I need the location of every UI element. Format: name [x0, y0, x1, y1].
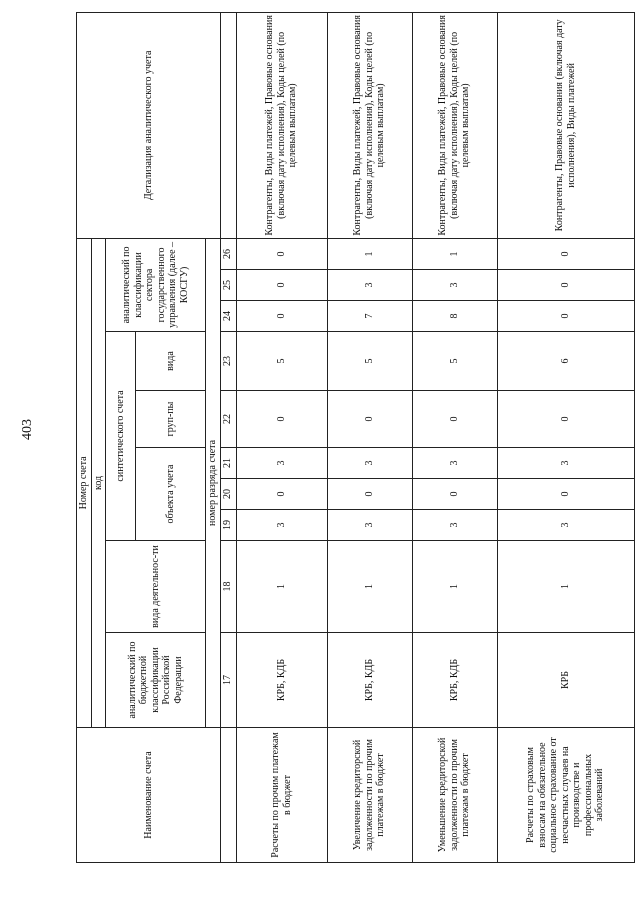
row-cell: 0 — [327, 479, 412, 510]
row-cell: 3 — [236, 510, 327, 541]
row-cell: 1 — [327, 541, 412, 633]
row-cell: 0 — [236, 479, 327, 510]
header-name: Наименование счета — [77, 728, 221, 863]
row-name: Уменьшение кредиторской задолженности по прочим платежам в бюджет — [412, 728, 497, 863]
row-cell: 8 — [412, 301, 497, 332]
col-number: 23 — [220, 332, 236, 391]
header-group: груп-пы — [136, 391, 206, 448]
table-row — [327, 12, 412, 862]
row-cell: 0 — [497, 238, 634, 269]
row-cell: 0 — [236, 391, 327, 448]
row-detail: Контрагенты, Виды платежей, Правовые основания (включая дату исполнения), Коды целей (по целевым выплатам) — [412, 12, 497, 238]
header-digit-number: номер разряда счета — [206, 238, 221, 727]
col-number: 26 — [220, 238, 236, 269]
row-cell: 3 — [327, 448, 412, 479]
col-number: 20 — [220, 479, 236, 510]
header-budget-class: аналитический по бюджетной классификации Российской Федерации — [106, 633, 206, 728]
row-detail: Контрагенты, Виды платежей, Правовые основания (включая дату исполнения), Коды целей (по целевым выплатам) — [236, 12, 327, 238]
header-synthetic: синтетического счета — [106, 332, 136, 541]
table-row — [497, 12, 634, 862]
row-budget: КРБ — [497, 633, 634, 728]
col-number-empty — [220, 728, 236, 863]
rotated-table-container — [76, 13, 632, 863]
row-cell: 0 — [497, 301, 634, 332]
row-cell: 3 — [327, 270, 412, 301]
row-cell: 0 — [412, 391, 497, 448]
row-budget: КРБ, КДБ — [412, 633, 497, 728]
row-cell: 0 — [236, 301, 327, 332]
row-cell: 1 — [236, 541, 327, 633]
row-detail: Контрагенты, Правовые основания (включая дату исполнения), Виды платежей — [497, 12, 634, 238]
col-number: 25 — [220, 270, 236, 301]
header-detail: Детализация аналитического учета — [77, 12, 221, 238]
col-number: 18 — [220, 541, 236, 633]
row-cell: 0 — [412, 479, 497, 510]
row-cell: 3 — [236, 448, 327, 479]
row-cell: 5 — [327, 332, 412, 391]
row-cell: 0 — [497, 391, 634, 448]
header-kosgu: аналитический по классификации сектора государственного управления (далее – КОСГУ) — [106, 238, 206, 331]
row-cell: 0 — [497, 270, 634, 301]
row-cell: 1 — [412, 238, 497, 269]
col-number: 22 — [220, 391, 236, 448]
header-type: вида — [136, 332, 206, 391]
row-budget: КРБ, КДБ — [327, 633, 412, 728]
row-cell: 1 — [327, 238, 412, 269]
table-row — [412, 12, 497, 862]
row-cell: 1 — [497, 541, 634, 633]
header-account-number: Номер счета — [77, 238, 92, 727]
col-number: 24 — [220, 301, 236, 332]
row-cell: 3 — [497, 510, 634, 541]
row-cell: 0 — [327, 391, 412, 448]
row-cell: 5 — [236, 332, 327, 391]
header-activity: вида деятельнос-ти — [106, 541, 206, 633]
row-cell: 0 — [236, 238, 327, 269]
row-cell: 3 — [412, 448, 497, 479]
row-cell: 3 — [327, 510, 412, 541]
row-name: Увеличение кредиторской задолженности по прочим платежам в бюджет — [327, 728, 412, 863]
col-number: 17 — [220, 633, 236, 728]
row-cell: 0 — [236, 270, 327, 301]
col-number: 19 — [220, 510, 236, 541]
row-cell: 3 — [412, 510, 497, 541]
row-cell: 0 — [497, 479, 634, 510]
col-number-empty — [220, 12, 236, 238]
col-number: 21 — [220, 448, 236, 479]
row-cell: 3 — [497, 448, 634, 479]
page-number: 403 — [20, 419, 35, 440]
row-detail: Контрагенты, Виды платежей, Правовые основания (включая дату исполнения), Коды целей (по целевым выплатам) — [327, 12, 412, 238]
row-cell: 3 — [412, 270, 497, 301]
table-row — [236, 12, 327, 862]
row-cell: 7 — [327, 301, 412, 332]
row-cell: 1 — [412, 541, 497, 633]
row-cell: 6 — [497, 332, 634, 391]
row-name: Расчеты по страховым взносам на обязательное социальное страхование от несчастных случаев на производстве и профессиональных заболеваний — [497, 728, 634, 863]
header-code: код — [91, 238, 106, 727]
header-object: объекта учета — [136, 448, 206, 541]
row-cell: 5 — [412, 332, 497, 391]
row-name: Расчеты по прочим платежам в бюджет — [236, 728, 327, 863]
row-budget: КРБ, КДБ — [236, 633, 327, 728]
accounts-table — [76, 12, 635, 863]
